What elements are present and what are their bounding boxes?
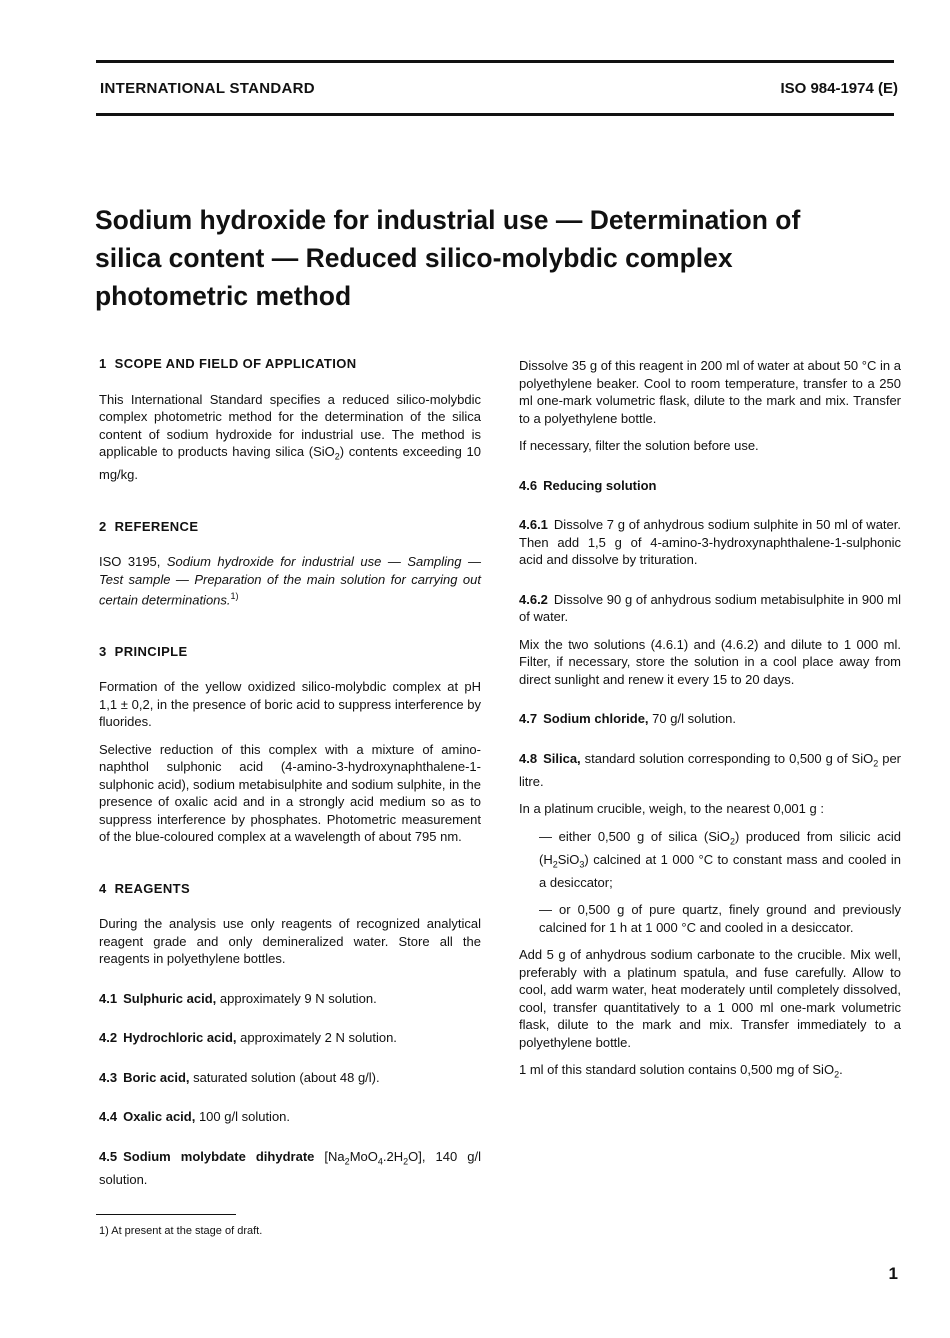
filter-paragraph: If necessary, filter the solution before use. xyxy=(519,438,759,453)
left-column xyxy=(99,355,481,1199)
reagent-4-6-2: 4.6.2 Dissolve 90 g of anhydrous sodium metabisulphite in 900 ml of water. xyxy=(519,591,901,624)
section-4-heading: 4 REAGENTS xyxy=(99,880,191,896)
platinum-paragraph: In a platinum crucible, weigh, to the nearest 0,001 g : xyxy=(519,801,824,817)
footnote: 1) At present at the stage of draft. xyxy=(99,1225,263,1237)
section-2-heading: 2 REFERENCE xyxy=(99,518,199,534)
footnote-ref: 1) xyxy=(230,591,239,602)
add-carbonate-paragraph: Add 5 g of anhydrous sodium carbonate to the crucible. Mix well, preferably with a platinum spatula, and fuse carefully. Allow to cool, add warm water, heat moderately until completely dissolved, cool, transfer quantitatively to a 1 000 ml one-mark volumetric flask, dilute to the mark and mix. Transfer immediately to a polyethylene bottle. xyxy=(519,947,901,1050)
section-1-heading: 1 SCOPE AND FIELD OF APPLICATION xyxy=(99,356,357,371)
dash-item-quartz: — or 0,500 g of pure quartz, finely ground and previously calcined for 1 h at 1 000 °C and cooled in a desiccator. xyxy=(539,902,901,935)
reagent-4-7: 4.7 Sodium chloride, 70 g/l solution. xyxy=(519,711,736,726)
header-standard-label: INTERNATIONAL STANDARD xyxy=(100,80,315,97)
section-3-text-1: Formation of the yellow oxidized silico-molybdic complex at pH 1,1 ± 0,2, in the presence of boric acid to suppress interference by fluorides. xyxy=(99,679,481,730)
right-column xyxy=(519,357,901,1094)
reagent-4-6-heading: 4.6 Reducing solution xyxy=(519,477,657,493)
document-title: Sodium hydroxide for industrial use — Determination of silica content — Reduced silico-molybdic complex photometric method xyxy=(95,205,801,311)
footnote-rule xyxy=(96,1214,236,1215)
page-number: 1 xyxy=(888,1264,898,1283)
reagent-4-4: 4.4 Oxalic acid, 100 g/l solution. xyxy=(99,1109,291,1125)
standard-contains-paragraph: 1 ml of this standard solution contains 0,500 mg of SiO$_2$. xyxy=(519,1062,843,1080)
reagent-4-5: 4.5 Sodium molybdate dihydrate $[Na_2MoO_4.2H_2O]$, 140 g/l solution. xyxy=(99,1148,481,1188)
mix-paragraph: Mix the two solutions (4.6.1) and (4.6.2) and dilute to 1 000 ml. Filter, if necessary, store the solution in a cool place away from direct sunlight and renew it every 15 to 20 days. xyxy=(519,636,901,687)
reagent-4-1: 4.1 Sulphuric acid, approximately 9 N solution. xyxy=(99,990,377,1006)
dash-item-silica: — either 0,500 g of silica (SiO$_2$) produced from silicic acid $(H_2SiO_3)$ calcined at 1 000 °C to constant mass and cooled in a desiccator; xyxy=(539,828,901,890)
header-bottom-rule xyxy=(96,113,894,116)
header-document-number: ISO 984-1974 (E) xyxy=(780,80,898,97)
section-1-text: This International Standard specifies a reduced silico-molybdic complex photometric method for the determination of the silica content of sodium hydroxide for industrial use. The method is applicable to products having silica (SiO$_2$) contents exceeding 10 mg/kg. xyxy=(99,391,481,483)
reagent-4-8: 4.8 Silica, standard solution corresponding to 0,500 g of SiO$_2$ per litre. xyxy=(519,750,901,789)
reagent-4-6-1: 4.6.1 Dissolve 7 g of anhydrous sodium sulphite in 50 ml of water. Then add 1,5 g of 4-amino-3-hydroxynaphthalene-1-sulphonic acid and dissolve by trituration. xyxy=(519,517,901,567)
section-3-heading: 3 PRINCIPLE xyxy=(99,643,188,659)
dissolve-paragraph: Dissolve 35 g of this reagent in 200 ml of water at about 50 °C in a polyethylene beaker. Cool to room temperature, transfer to a 250 ml one-mark volumetric flask, dilute to the mark and mix. Transfer to a polyethylene bottle. xyxy=(519,358,901,426)
section-2-text: ISO 3195, Sodium hydroxide for industrial use — Sampling — Test sample — Preparation of the main solution for carrying out certain determinations.$^{1)}$ xyxy=(99,554,481,608)
section-3-text-2: Selective reduction of this complex with a mixture of amino-naphthol sulphonic acid (4-amino-3-hydroxynaphthalene-1-sulphonic acid), sodium metabisulphite and sodium sulphite, in the presence of oxalic acid and in a strongly acid medium so as to suppress interference by phosphates. Photometric measurement of the blue-coloured complex at a wavelength of about 795 nm. xyxy=(99,741,481,845)
reagent-4-2: 4.2 Hydrochloric acid, approximately 2 N solution. xyxy=(99,1030,397,1046)
reagent-4-3: 4.3 Boric acid, saturated solution (about 48 g/l). xyxy=(99,1069,380,1085)
section-4-text: During the analysis use only reagents of recognized analytical reagent grade and only demineralized water. Store all the reagents in polyethylene bottles. xyxy=(99,916,481,967)
header-top-rule xyxy=(96,60,894,63)
